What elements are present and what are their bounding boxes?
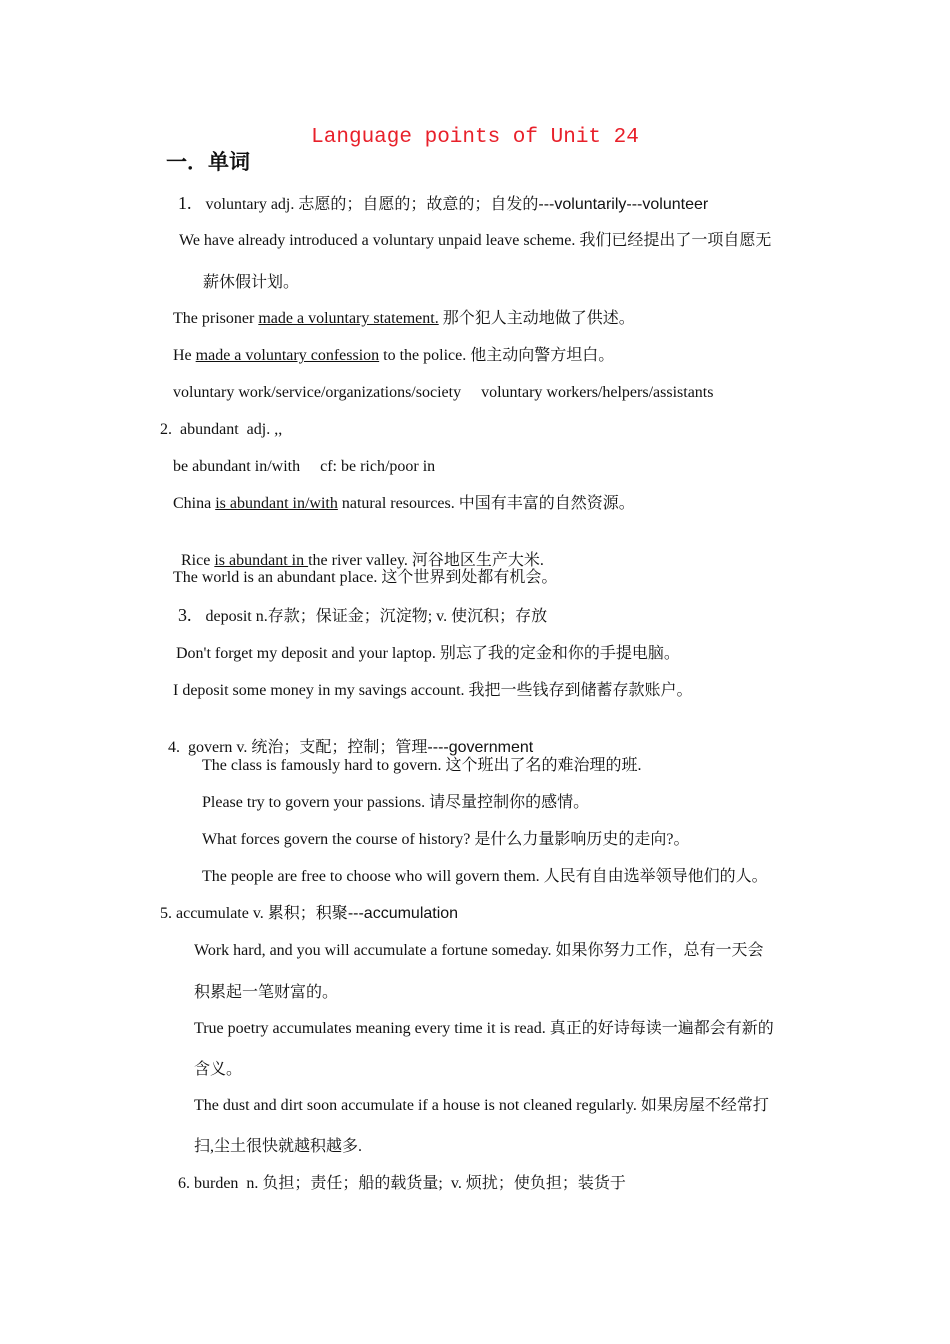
entry-1-derivatives: ---voluntarily---volunteer bbox=[538, 196, 709, 213]
entry-2-example-2-pre: Rice bbox=[181, 552, 215, 569]
entry-5-example-3b: 扫,尘土很快就越积越多. bbox=[194, 1138, 363, 1155]
entry-5-definition: 5. accumulate v. 累积；积聚 bbox=[160, 905, 348, 922]
entry-5-example-1b: 积累起一笔财富的。 bbox=[194, 984, 339, 1001]
entry-1-example-3-pre: He bbox=[173, 347, 196, 364]
entry-3-example-2: I deposit some money in my savings account. 我把一些钱存到储蓄存款账户。 bbox=[173, 682, 693, 699]
entry-1-example-2-post: 那个犯人主动地做了供述。 bbox=[438, 310, 635, 327]
entry-5-example-1a: Work hard, and you will accumulate a fortune someday. 如果你努力工作，总有一天会 bbox=[194, 942, 764, 959]
entry-5-example-2b: 含义。 bbox=[194, 1061, 243, 1078]
entry-1-example-2-pre: The prisoner bbox=[173, 310, 259, 327]
entry-2-example-2 bbox=[173, 531, 544, 571]
entry-2-example-2-post: the river valley. 河谷地区生产大米. bbox=[308, 552, 544, 569]
entry-2-example-1-underlined: is abundant in/with bbox=[215, 495, 338, 512]
entry-1-example-2-underlined: made a voluntary statement. bbox=[258, 310, 439, 327]
entry-4-example-1: The class is famously hard to govern. 这个班出了名的难治理的班. bbox=[202, 757, 642, 774]
entry-2-heading: 2. abundant adj. ,, bbox=[160, 421, 283, 438]
entry-4-example-2: Please try to govern your passions. 请尽量控制你的感情。 bbox=[202, 794, 590, 811]
entry-2-example-1-pre: China bbox=[173, 495, 216, 512]
entry-1-number: 1. bbox=[178, 193, 192, 213]
entry-4-derivatives: ----government bbox=[427, 739, 534, 756]
entry-4-heading bbox=[160, 718, 533, 758]
entry-5-example-3a: The dust and dirt soon accumulate if a house is not cleaned regularly. 如果房屋不经常打 bbox=[194, 1097, 769, 1114]
entry-2-phrase: be abundant in/with cf: be rich/poor in bbox=[173, 458, 436, 475]
section-heading: 一．单词 bbox=[166, 150, 250, 174]
entry-4-example-3: What forces govern the course of history? 是什么力量影响历史的走向?。 bbox=[202, 831, 690, 848]
entry-3-example-1: Don't forget my deposit and your laptop. 别忘了我的定金和你的手提电脑。 bbox=[176, 645, 680, 662]
entry-5-derivatives: ---accumulation bbox=[347, 905, 459, 922]
entry-5-heading bbox=[160, 904, 458, 924]
entry-2-example-2-underlined: is abundant in bbox=[214, 552, 309, 569]
entry-1-heading bbox=[178, 193, 708, 215]
entry-4-definition: 4. govern v. 统治；支配；控制；管理 bbox=[168, 739, 428, 756]
entry-3-heading bbox=[178, 605, 547, 627]
entry-1-collocations: voluntary work/service/organizations/society voluntary workers/helpers/assistants bbox=[173, 384, 714, 401]
entry-6-heading: 6. burden n. 负担；责任；船的载货量; v. 烦扰；使负担；装货于 bbox=[178, 1175, 626, 1192]
entry-2-example-1-post: natural resources. 中国有丰富的自然资源。 bbox=[337, 495, 635, 512]
entry-1-example-3-post: to the police. 他主动向警方坦白。 bbox=[379, 347, 615, 364]
entry-1-example-1b: 薪休假计划。 bbox=[203, 274, 300, 291]
entry-3-definition: deposit n.存款；保证金；沉淀物; v. 使沉积；存放 bbox=[205, 608, 548, 625]
entry-2-example-3: The world is an abundant place. 这个世界到处都有机会。 bbox=[173, 569, 558, 586]
entry-4-example-4: The people are free to choose who will govern them. 人民有自由选举领导他们的人。 bbox=[202, 868, 768, 885]
entry-5-example-2a: True poetry accumulates meaning every time it is read. 真正的好诗每读一遍都会有新的 bbox=[194, 1020, 774, 1037]
entry-1-example-2 bbox=[173, 309, 635, 329]
entry-1-example-1a: We have already introduced a voluntary unpaid leave scheme. 我们已经提出了一项自愿无 bbox=[179, 232, 772, 249]
document-title: Language points of Unit 24 bbox=[311, 126, 639, 149]
entry-1-example-3-underlined: made a voluntary confession bbox=[195, 347, 380, 364]
entry-2-example-1 bbox=[173, 494, 635, 514]
entry-1-example-3 bbox=[173, 346, 614, 366]
entry-3-number: 3. bbox=[178, 605, 192, 625]
entry-1-definition: voluntary adj. 志愿的；自愿的；故意的；自发的 bbox=[205, 196, 539, 213]
